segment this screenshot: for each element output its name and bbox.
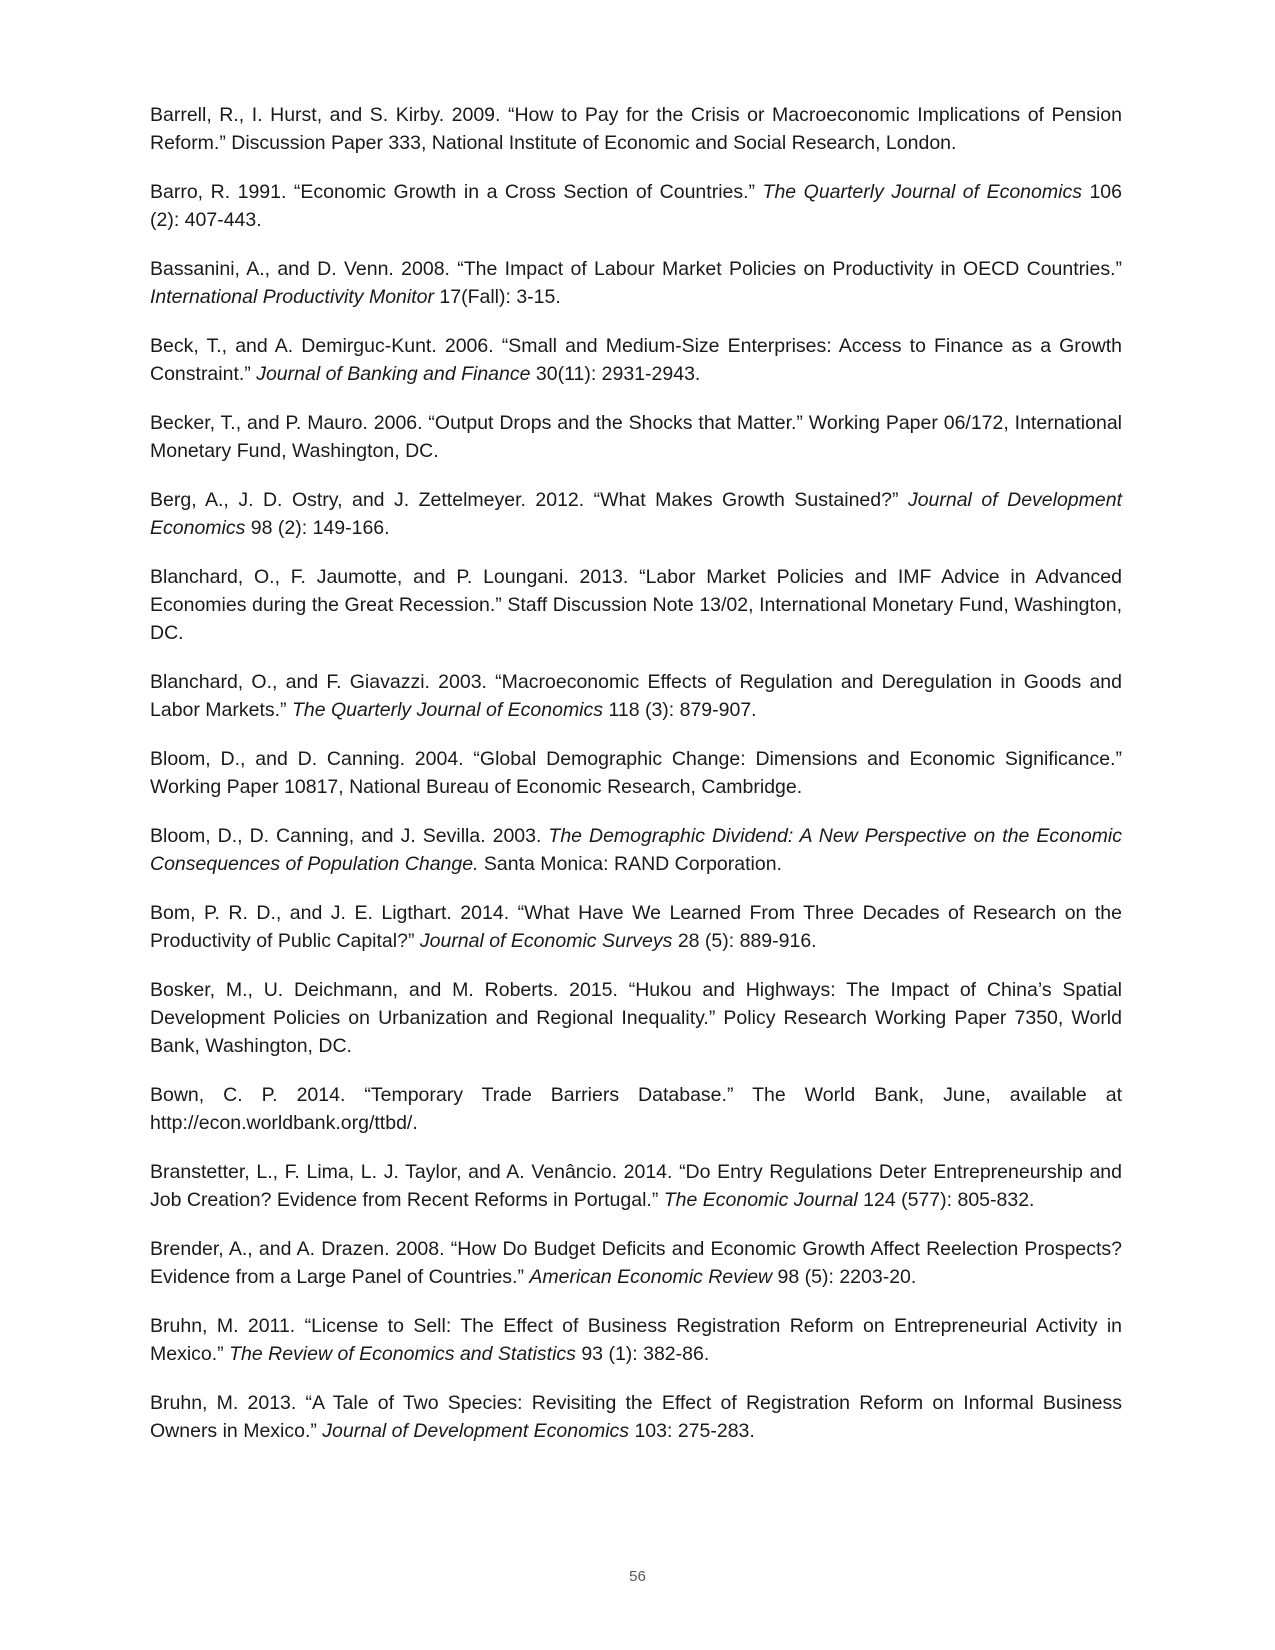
reference-entry — [150, 1235, 1122, 1291]
reference-text: Berg, A., J. D. Ostry, and J. Zettelmeyer. 2012. “What Makes Growth Sustained?” — [150, 489, 908, 511]
reference-entry — [150, 668, 1122, 724]
reference-entry — [150, 1158, 1122, 1214]
reference-text: 124 (577): 805-832. — [857, 1189, 1035, 1211]
reference-entry — [150, 1389, 1122, 1445]
reference-entry — [150, 976, 1122, 1060]
reference-text: Blanchard, O., and F. Giavazzi. 2003. “Macroeconomic Effects of Regulation and Deregulation in Goods and Labor Markets.” — [150, 671, 1122, 721]
reference-text: Blanchard, O., F. Jaumotte, and P. Loungani. 2013. “Labor Market Policies and IMF Advice in Advanced Economies during the Great Recession.” Staff Discussion Note 13/02, International Monetary Fund, Washington, DC. — [150, 566, 1122, 644]
reference-text: Bruhn, M. 2013. “A Tale of Two Species: Revisiting the Effect of Registration Reform on Informal Business Owners in Mexico.” — [150, 1392, 1122, 1442]
reference-entry — [150, 486, 1122, 542]
reference-text: Bown, C. P. 2014. “Temporary Trade Barriers Database.” The World Bank, June, available at http://econ.worldbank.org/ttbd/. — [150, 1084, 1122, 1134]
reference-text: 93 (1): 382-86. — [575, 1343, 710, 1365]
reference-text: Bom, P. R. D., and J. E. Ligthart. 2014. “What Have We Learned From Three Decades of Research on the Productivity of Public Capital?” — [150, 902, 1122, 952]
reference-text: Santa Monica: RAND Corporation. — [478, 853, 782, 875]
reference-text: Barro, R. 1991. “Economic Growth in a Cross Section of Countries.” — [150, 181, 763, 203]
reference-text: 98 (2): 149-166. — [245, 517, 390, 539]
reference-entry — [150, 1312, 1122, 1368]
reference-source-title: Journal of Development Economics — [322, 1420, 630, 1442]
reference-source-title: The Demographic Dividend: A New Perspective on the Economic Consequences of Population Change. — [150, 825, 1123, 875]
reference-text: Bloom, D., D. Canning, and J. Sevilla. 2003. — [150, 825, 549, 847]
reference-text: 17(Fall): 3-15. — [433, 286, 561, 308]
reference-list — [150, 101, 1122, 1466]
page-number: 56 — [629, 1568, 646, 1585]
reference-source-title: American Economic Review — [529, 1266, 773, 1288]
reference-entry — [150, 563, 1122, 647]
reference-text: Barrell, R., I. Hurst, and S. Kirby. 2009. “How to Pay for the Crisis or Macroeconomic Implications of Pension Reform.” Discussion Paper 333, National Institute of Economic and Social Research, London. — [150, 104, 1122, 154]
reference-entry — [150, 178, 1122, 234]
reference-source-title: The Quarterly Journal of Economics — [762, 181, 1082, 203]
reference-text: Becker, T., and P. Mauro. 2006. “Output Drops and the Shocks that Matter.” Working Paper 06/172, International Monetary Fund, Washington, DC. — [150, 412, 1122, 462]
reference-text: Bassanini, A., and D. Venn. 2008. “The Impact of Labour Market Policies on Productivity in OECD Countries.” — [150, 258, 1122, 280]
reference-entry — [150, 101, 1122, 157]
reference-entry — [150, 822, 1122, 878]
reference-entry — [150, 1081, 1122, 1137]
reference-entry — [150, 409, 1122, 465]
reference-text: Bruhn, M. 2011. “License to Sell: The Effect of Business Registration Reform on Entrepreneurial Activity in Mexico.” — [150, 1315, 1122, 1365]
reference-text: Beck, T., and A. Demirguc-Kunt. 2006. “Small and Medium-Size Enterprises: Access to Finance as a Growth Constraint.” — [150, 335, 1122, 385]
reference-text: 103: 275-283. — [629, 1420, 755, 1442]
reference-text: 118 (3): 879-907. — [603, 699, 757, 721]
reference-entry — [150, 745, 1122, 801]
reference-source-title: Journal of Banking and Finance — [256, 363, 531, 385]
reference-source-title: International Productivity Monitor — [150, 286, 434, 308]
reference-entry — [150, 255, 1122, 311]
reference-source-title: The Quarterly Journal of Economics — [291, 699, 604, 721]
reference-source-title: Journal of Development Economics — [150, 489, 1123, 539]
reference-entry — [150, 899, 1122, 955]
reference-text: Branstetter, L., F. Lima, L. J. Taylor, and A. Venâncio. 2014. “Do Entry Regulations Deter Entrepreneurship and Job Creation? Evidence from Recent Reforms in Portugal.” — [150, 1161, 1122, 1211]
reference-source-title: The Economic Journal — [663, 1189, 858, 1211]
reference-text: 98 (5): 2203-20. — [772, 1266, 917, 1288]
reference-text: 28 (5): 889-916. — [672, 930, 817, 952]
reference-source-title: The Review of Economics and Statistics — [229, 1343, 576, 1365]
reference-entry — [150, 332, 1122, 388]
reference-text: Brender, A., and A. Drazen. 2008. “How Do Budget Deficits and Economic Growth Affect Reelection Prospects? Evidence from a Large Panel of Countries.” — [150, 1238, 1122, 1288]
reference-text: 30(11): 2931-2943. — [530, 363, 701, 385]
reference-text: 106 (2): 407-443. — [150, 181, 1122, 231]
reference-text: Bosker, M., U. Deichmann, and M. Roberts. 2015. “Hukou and Highways: The Impact of China’s Spatial Development Policies on Urbanization and Regional Inequality.” Policy Research Working Paper 7350, World Bank, Washington, DC. — [150, 979, 1122, 1057]
reference-text: Bloom, D., and D. Canning. 2004. “Global Demographic Change: Dimensions and Economic Significance.” Working Paper 10817, National Bureau of Economic Research, Cambridge. — [150, 748, 1122, 798]
reference-source-title: Journal of Economic Surveys — [419, 930, 673, 952]
